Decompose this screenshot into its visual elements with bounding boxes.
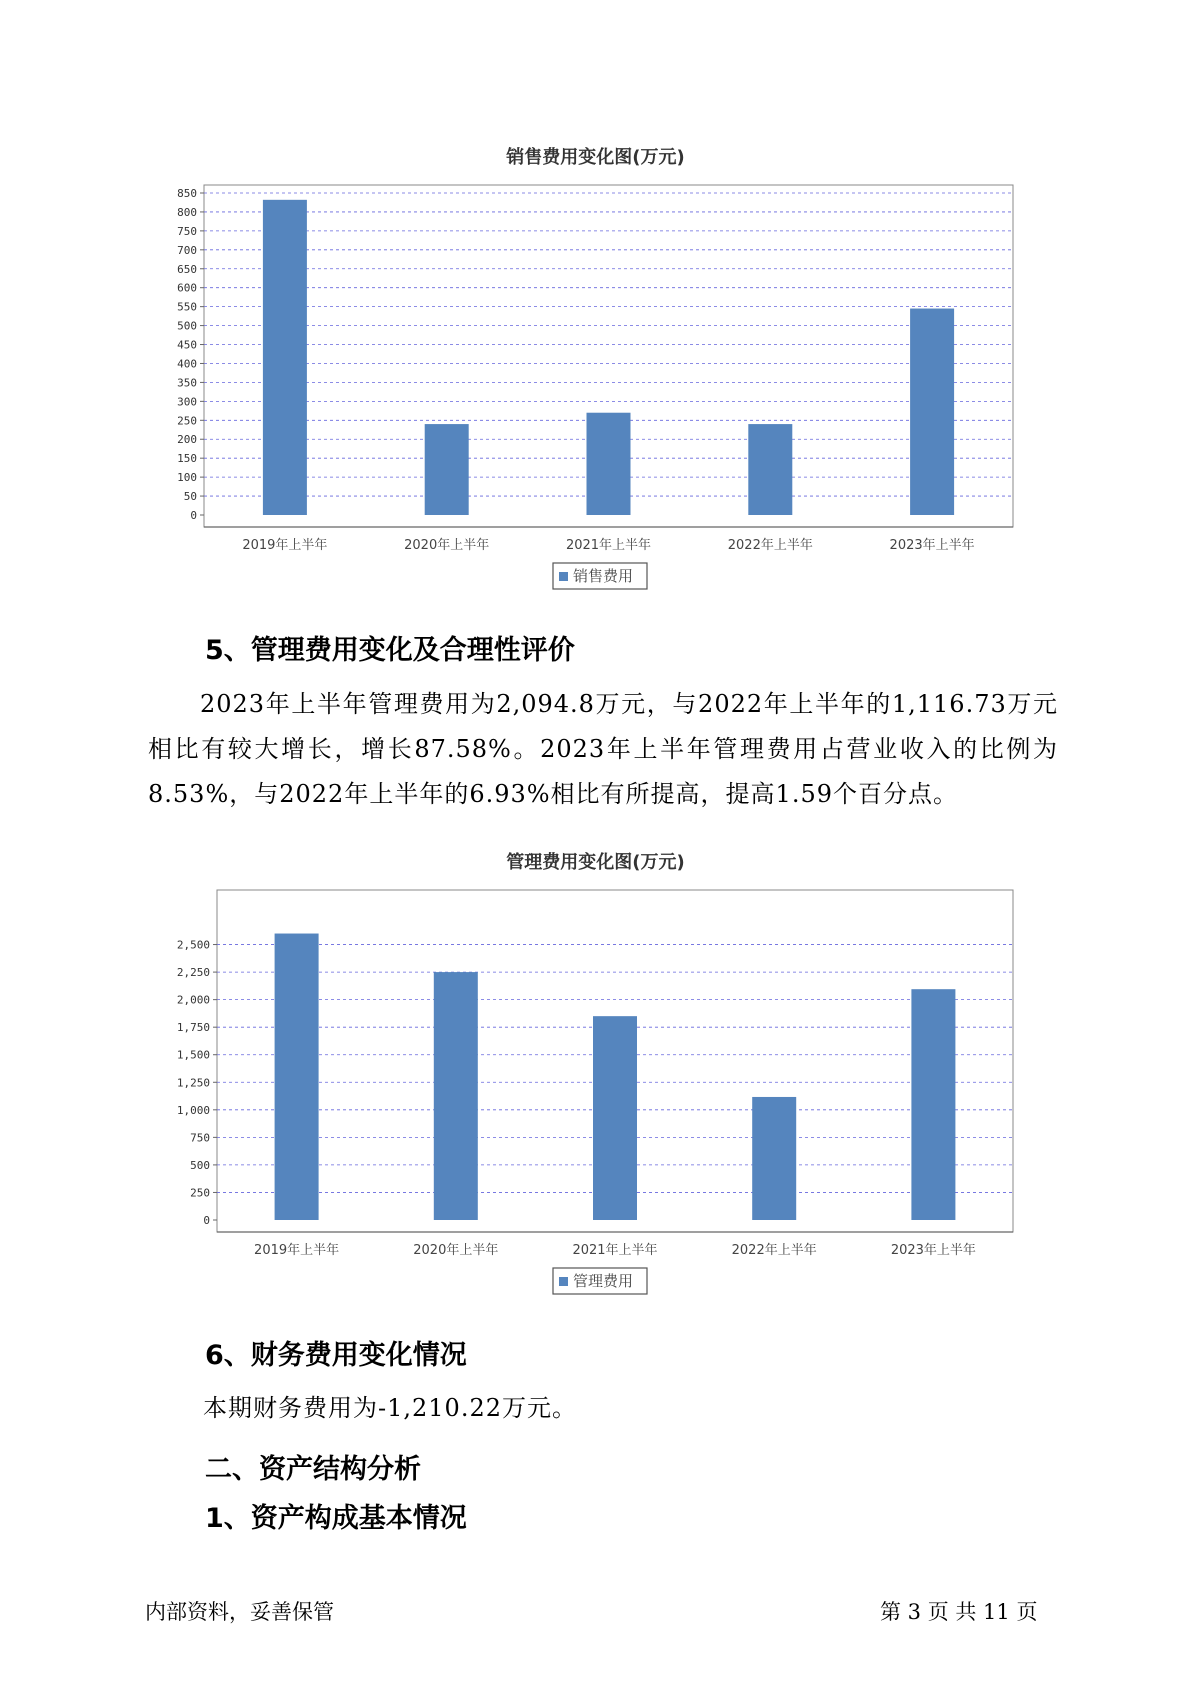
legend: [553, 563, 647, 589]
y-tick-label: 250: [190, 1186, 210, 1200]
y-tick-label: 2,000: [176, 993, 210, 1007]
y-tick-label: 1,000: [176, 1103, 210, 1117]
legend-label: 销售费用: [573, 567, 634, 585]
y-tick-label: 750: [177, 224, 197, 238]
bar: [275, 934, 319, 1220]
y-tick-label: 250: [177, 414, 197, 428]
fin-expense-paragraph: 本期财务费用为-1,210.22万元。: [203, 1394, 577, 1422]
bar: [752, 1097, 796, 1220]
legend: [553, 1268, 647, 1294]
y-tick-label: 300: [177, 395, 197, 409]
bar: [748, 424, 792, 515]
sales-chart-title: 销售费用变化图(万元): [506, 147, 685, 168]
bar: [425, 424, 469, 515]
sales-expense-chart: [0, 150, 1191, 590]
legend-label: 管理费用: [573, 1272, 634, 1290]
y-tick-label: 650: [177, 262, 197, 276]
legend-swatch: [559, 1277, 568, 1286]
y-tick-label: 150: [177, 452, 197, 466]
y-tick-label: 350: [177, 376, 197, 390]
x-tick-label: 2019年上半年: [242, 538, 328, 553]
x-tick-label: 2023年上半年: [889, 538, 975, 553]
y-tick-label: 800: [177, 205, 197, 219]
bar: [263, 200, 307, 515]
y-tick-label: 450: [177, 338, 197, 352]
y-tick-label: 0: [190, 509, 197, 522]
x-tick-label: 2023年上半年: [890, 1243, 976, 1258]
x-tick-label: 2021年上半年: [572, 1243, 658, 1258]
y-tick-label: 500: [190, 1158, 210, 1172]
y-tick-label: 850: [177, 187, 197, 200]
asset-composition-heading: 1、资产构成基本情况: [205, 1503, 467, 1534]
x-tick-label: 2022年上半年: [731, 1243, 817, 1258]
y-tick-label: 750: [190, 1131, 210, 1145]
bar: [911, 989, 955, 1220]
y-tick-label: 600: [177, 281, 197, 295]
bar: [593, 1016, 637, 1220]
footer-page-number: 第 3 页 共 11 页: [880, 1600, 1038, 1624]
y-tick-label: 500: [177, 319, 197, 333]
x-tick-label: 2019年上半年: [254, 1243, 340, 1258]
x-tick-label: 2020年上半年: [413, 1243, 499, 1258]
bar: [434, 972, 478, 1220]
legend-swatch: [559, 572, 568, 581]
y-tick-label: 2,500: [176, 938, 210, 952]
asset-structure-heading: 二、资产结构分析: [205, 1454, 421, 1485]
y-tick-label: 400: [177, 357, 197, 371]
footer-confidential: 内部资料，妥善保管: [145, 1600, 334, 1624]
x-tick-label: 2020年上半年: [404, 538, 490, 553]
mgmt-expense-heading: 5、管理费用变化及合理性评价: [205, 635, 575, 666]
x-tick-label: 2022年上半年: [727, 538, 813, 553]
y-tick-label: 50: [183, 490, 197, 504]
fin-expense-heading: 6、财务费用变化情况: [205, 1340, 467, 1371]
y-tick-label: 100: [177, 471, 197, 485]
y-tick-label: 1,500: [176, 1048, 210, 1062]
y-tick-label: 550: [177, 300, 197, 314]
y-tick-label: 1,750: [176, 1021, 210, 1035]
mgmt-expense-paragraph: 2023年上半年管理费用为2,094.8万元，与2022年上半年的1,116.73万元相比有较大增长，增长87.58%。2023年上半年管理费用占营业收入的比例为8.53%，与2022年上半年的6.93%相比有所提高，提高1.59个百分点。: [148, 690, 1058, 808]
y-tick-label: 0: [203, 1214, 210, 1227]
bar: [910, 309, 954, 515]
y-tick-label: 2,250: [176, 966, 210, 980]
y-tick-label: 200: [177, 433, 197, 447]
y-tick-label: 700: [177, 243, 197, 257]
bar: [587, 413, 631, 515]
mgmt-chart-title: 管理费用变化图(万元): [506, 852, 685, 873]
x-tick-label: 2021年上半年: [565, 538, 652, 553]
y-tick-label: 1,250: [176, 1076, 210, 1090]
mgmt-expense-chart: [0, 860, 1191, 1300]
